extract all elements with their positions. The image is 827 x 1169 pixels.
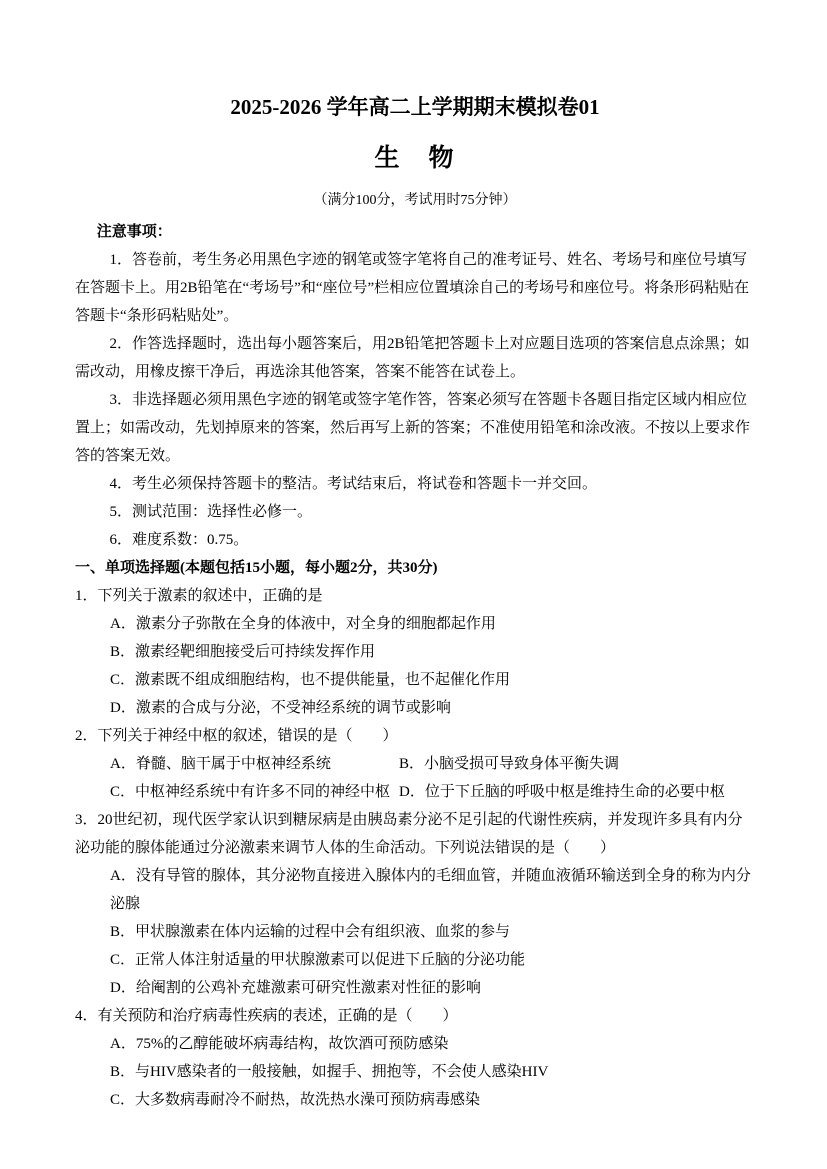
question-2 xyxy=(75,722,755,806)
notice-item-2: 2．作答选择题时，选出每小题答案后，用2B铅笔把答题卡上对应题目选项的答案信息点涂黑；如需改动，用橡皮擦干净后，再选涂其他答案，答案不能答在试卷上。 xyxy=(75,336,750,380)
exam-subject: 生 物 xyxy=(374,145,456,172)
question-4-option-a: A．75%的乙醇能破坏病毒结构，故饮酒可预防感染 xyxy=(110,1036,449,1052)
question-1-option-d: D．激素的合成与分泌，不受神经系统的调节或影响 xyxy=(110,700,451,716)
question-2-option-a: A．脊髓、脑干属于中枢神经系统 xyxy=(110,756,331,772)
question-1-option-b: B．激素经靶细胞接受后可持续发挥作用 xyxy=(110,644,376,660)
question-4 xyxy=(75,1002,755,1114)
question-2-option-row-2 xyxy=(110,778,755,806)
question-1 xyxy=(75,582,755,722)
exam-info: （满分100分，考试用时75分钟） xyxy=(313,193,517,208)
question-2-option-d: D．位于下丘脑的呼吸中枢是维持生命的必要中枢 xyxy=(399,784,725,800)
exam-title: 2025-2026 学年高二上学期期末模拟卷01 xyxy=(230,95,600,119)
question-3-option-c: C．正常人体注射适量的甲状腺激素可以促进下丘脑的分泌功能 xyxy=(110,952,526,968)
question-1-option-c: C．激素既不组成细胞结构，也不提供能量，也不起催化作用 xyxy=(110,672,511,688)
notice-item-3: 3．非选择题必须用黑色字迹的钢笔或签字笔作答，答案必须写在答题卡各题目指定区域内相应位置上；如需改动，先划掉原来的答案，然后再写上新的答案；不准使用铅笔和涂改液。不按以上要求作答的答案无效。 xyxy=(75,392,751,464)
section-heading: 一、单项选择题(本题包括15小题，每小题2分，共30分) xyxy=(75,560,438,576)
notice-item-1: 1．答卷前，考生务必用黑色字迹的钢笔或签字笔将自己的准考证号、姓名、考场号和座位号填写在答题卡上。用2B铅笔在“考场号”和“座位号”栏相应位置填涂自己的考场号和座位号。将条形码粘贴在答题卡“条形码粘贴处”。 xyxy=(75,252,750,324)
notice-item-6: 6．难度系数：0.75。 xyxy=(109,532,249,548)
question-4-option-b: B．与HIV感染者的一般接触，如握手、拥抱等，不会使人感染HIV xyxy=(110,1064,549,1080)
notice-item-4: 4．考生必须保持答题卡的整洁。考试结束后，将试卷和答题卡一并交回。 xyxy=(109,476,598,492)
question-2-stem: 2．下列关于神经中枢的叙述，错误的是（ ） xyxy=(75,728,398,744)
notice-item-5: 5．测试范围：选择性必修一。 xyxy=(109,504,313,520)
question-4-stem: 4．有关预防和治疗病毒性疾病的表述，正确的是（ ） xyxy=(75,1008,458,1024)
question-3-option-a: A．没有导管的腺体，其分泌物直接进入腺体内的毛细血管，并随血液循环输送到全身的称为内分泌腺 xyxy=(110,868,751,912)
question-2-option-c: C．中枢神经系统中有许多不同的神经中枢 xyxy=(110,784,391,800)
question-3-option-d: D．给阉割的公鸡补充雄激素可研究性激素对性征的影响 xyxy=(110,980,481,996)
question-2-option-b: B．小脑受损可导致身体平衡失调 xyxy=(399,756,620,772)
question-3-stem: 3．20世纪初，现代医学家认识到糖尿病是由胰岛素分泌不足引起的代谢性疾病，并发现许多具有内分泌功能的腺体能通过分泌激素来调节人体的生命活动。下列说法错误的是（ ） xyxy=(75,812,743,856)
question-1-option-a: A．激素分子弥散在全身的体液中，对全身的细胞都起作用 xyxy=(110,616,496,632)
question-3-option-b: B．甲状腺激素在体内运输的过程中会有组织液、血浆的参与 xyxy=(110,924,511,940)
question-1-stem: 1．下列关于激素的叙述中，正确的是 xyxy=(75,588,323,604)
question-2-option-row-1 xyxy=(110,750,755,778)
question-4-option-c: C．大多数病毒耐冷不耐热，故洗热水澡可预防病毒感染 xyxy=(110,1092,481,1108)
notice-heading: 注意事项： xyxy=(96,224,172,240)
question-3 xyxy=(75,806,755,1002)
